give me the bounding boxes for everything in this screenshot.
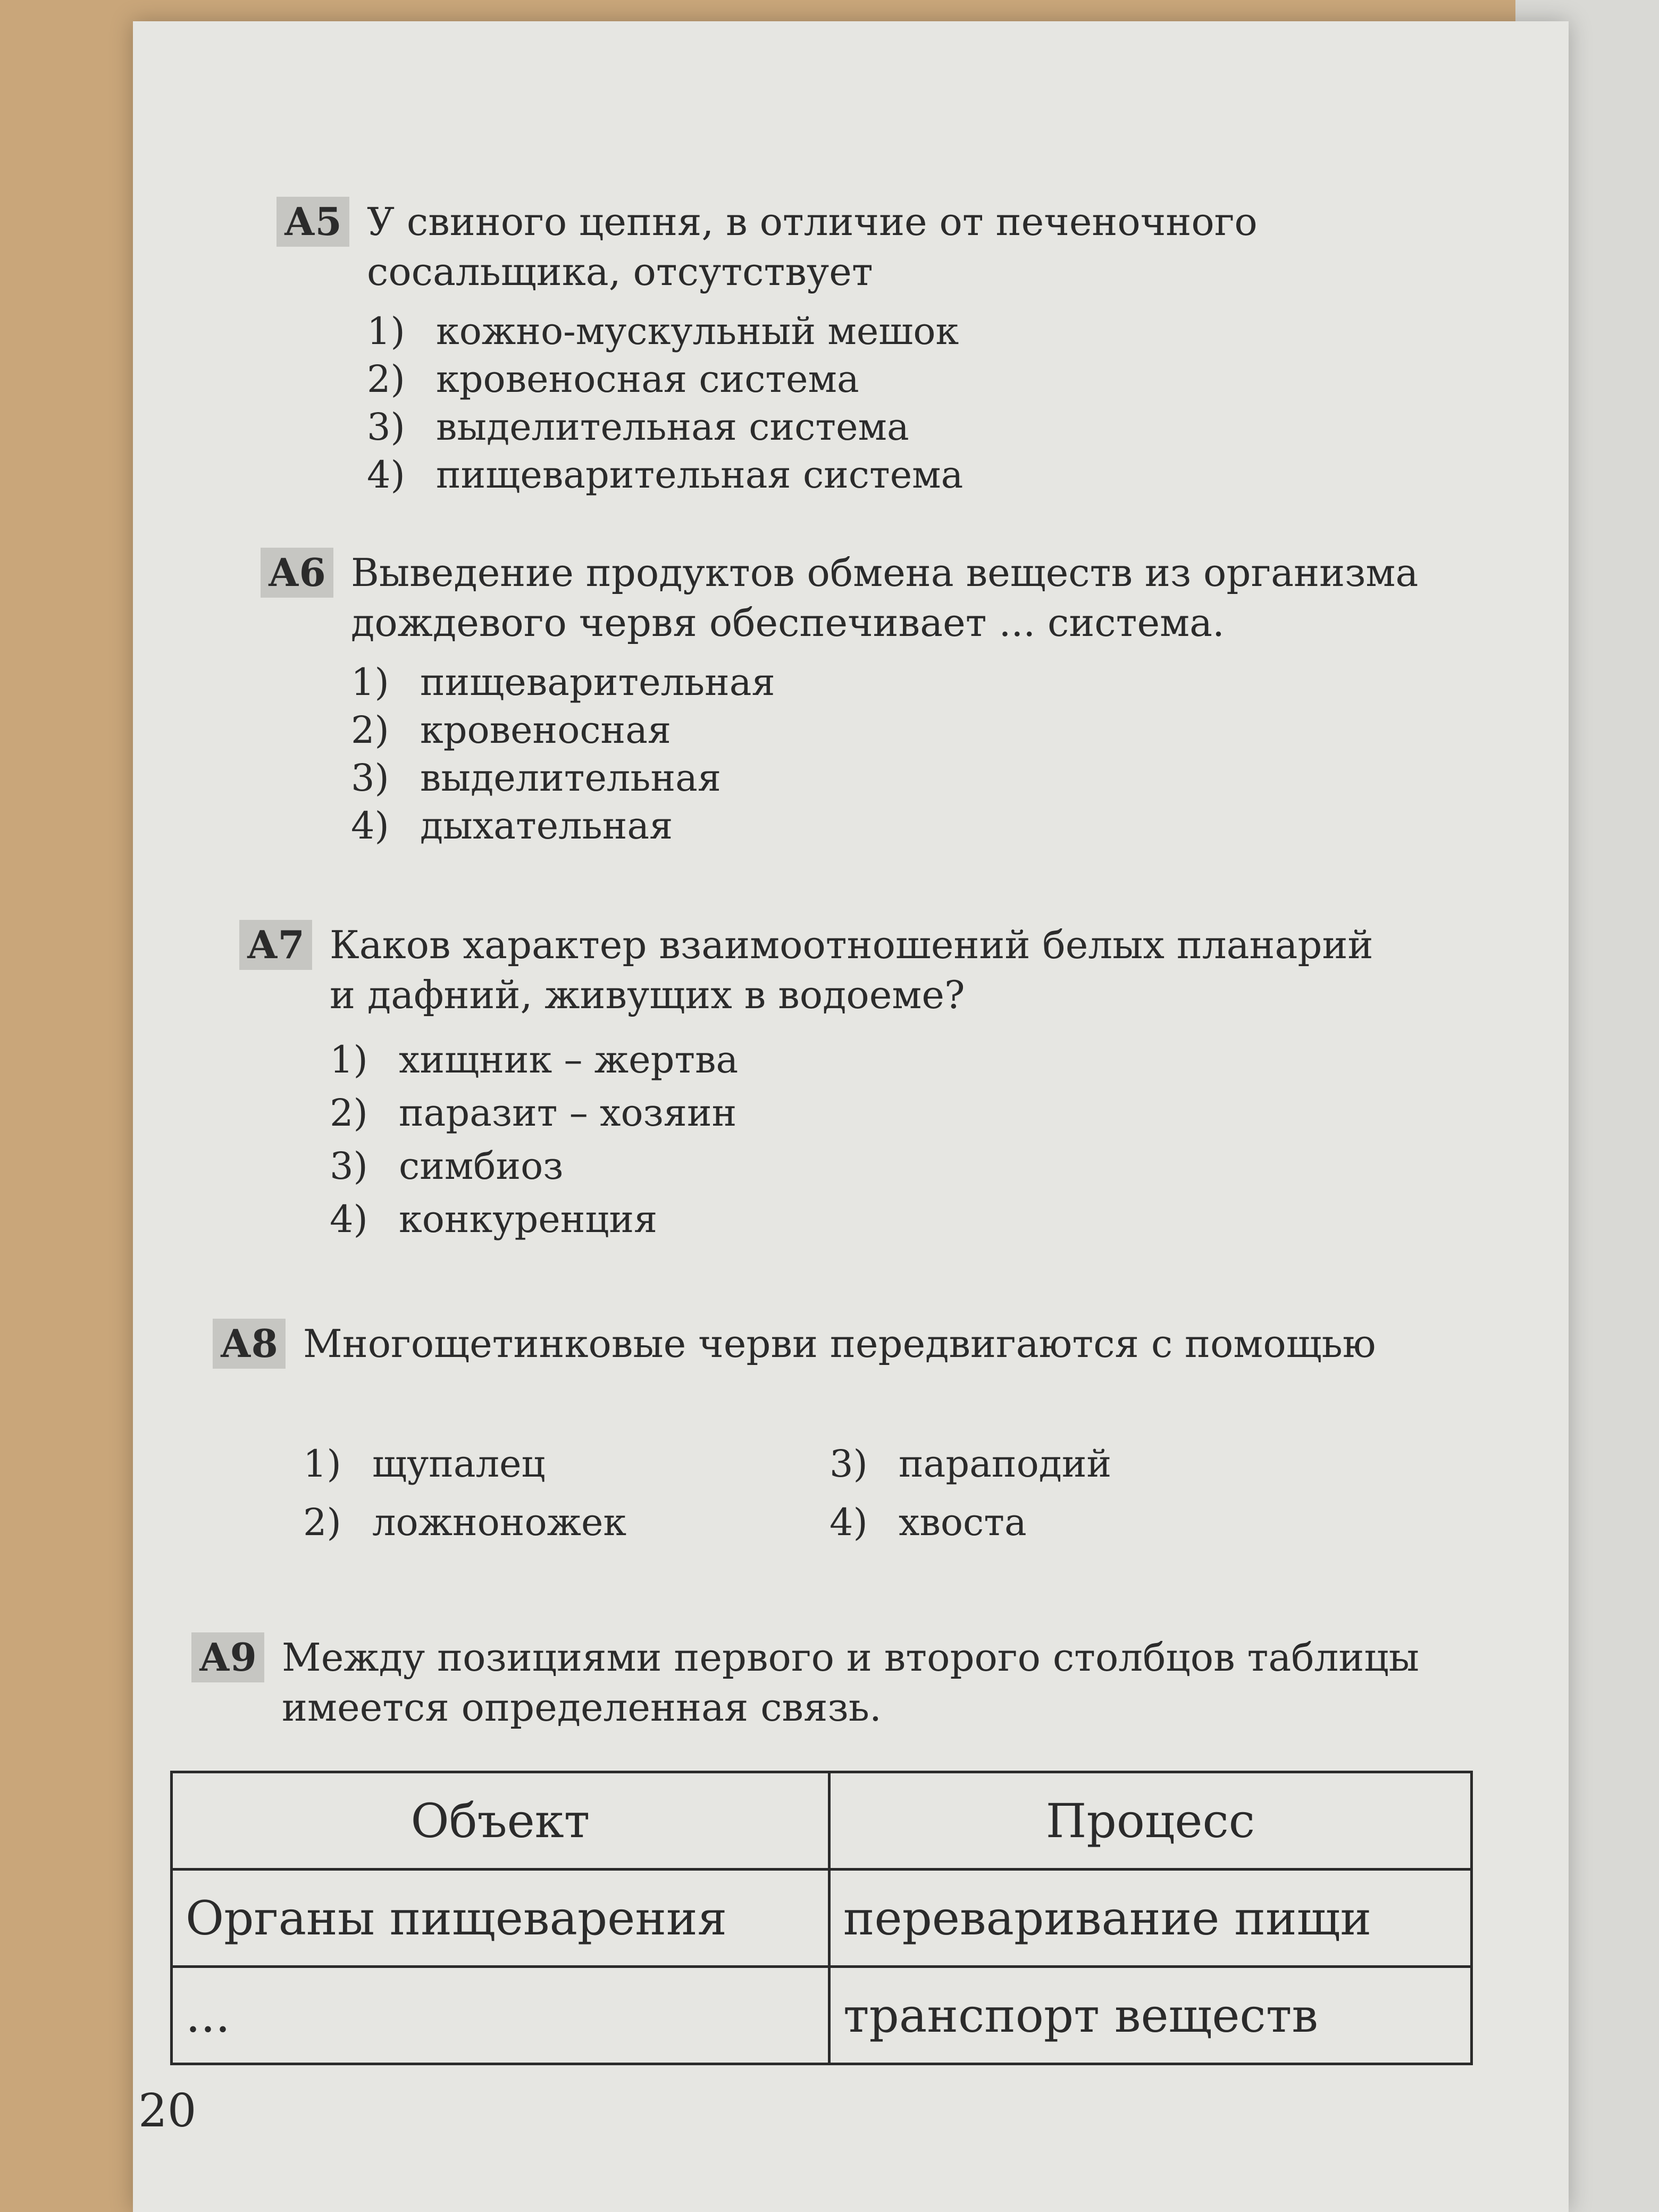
question-number: А6 [261,548,333,598]
table-cell: Органы пищеварения [172,1870,830,1967]
option: 4) хвоста [830,1501,1027,1544]
table-row [172,1870,1472,1967]
option: 4) конкуренция [330,1197,658,1241]
question-text: Между позициями первого и второго столбцов таблицы имеется определенная связь. [282,1635,1419,1730]
option: 2) кровеносная [351,708,672,752]
option: 3) выделительная [351,756,722,800]
table-header-row [172,1772,1472,1870]
option: 3) выделительная система [367,405,909,449]
option: 1) кожно-мускульный мешок [367,309,959,353]
option: 1) пищеварительная [351,660,775,704]
table-row [172,1967,1472,2064]
table-header-process: Процесс [829,1772,1471,1870]
question-text: Каков характер взаимоотношений белых планарий и дафний, живущих в водоеме? [330,923,1373,1017]
page-number: 20 [138,2084,197,2138]
table-cell: переваривание пищи [829,1870,1471,1967]
option: 2) паразит – хозяин [330,1091,737,1135]
table-cell: транспорт веществ [829,1967,1471,2064]
object-process-table [170,1771,1473,2065]
option: 3) симбиоз [330,1144,564,1188]
table-cell: ... [172,1967,830,2064]
question-number: А9 [191,1632,264,1682]
option: 1) хищник – жертва [330,1038,739,1082]
question-number: А8 [213,1319,286,1369]
question-number: А7 [239,920,312,970]
option: 4) пищеварительная система [367,453,963,497]
table-header-object: Объект [172,1772,830,1870]
question-number: А5 [276,197,349,247]
question-text: Многощетинковые черви передвигаются с помощью [303,1321,1376,1366]
option: 4) дыхательная [351,804,673,848]
option: 3) параподий [830,1442,1112,1486]
option: 1) щупалец [303,1442,546,1486]
option: 2) кровеносная система [367,357,859,401]
option: 2) ложноножек [303,1501,627,1544]
question-text: Выведение продуктов обмена веществ из организма дождевого червя обеспечивает ... система. [351,550,1419,645]
question-text: У свиного цепня, в отличие от печеночного сосальщика, отсутствует [367,199,1258,294]
